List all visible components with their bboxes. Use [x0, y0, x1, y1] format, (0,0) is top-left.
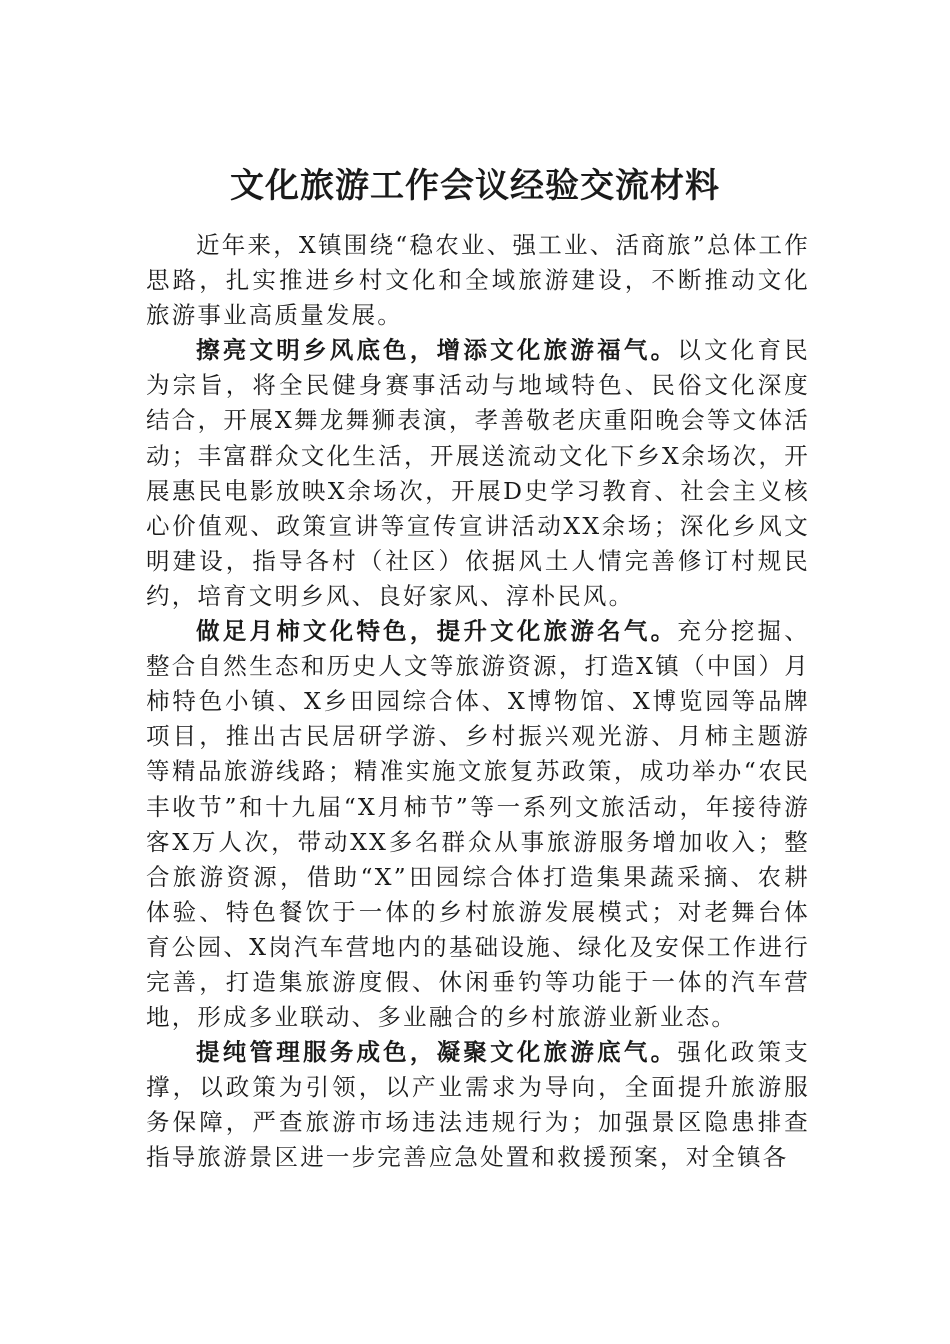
section-text-1: 以文化育民为宗旨，将全民健身赛事活动与地域特色、民俗文化深度结合，开展X舞龙舞狮表演，孝善敬老庆重阳晚会等文体活动；丰富群众文化生活，开展送流动文化下乡X余场次，开展惠民电影放映X余场次，开展D史学习教育、社会主义核心价值观、政策宣讲等宣传宣讲活动XX余场；深化乡风文明建设，指导各村（社区）依据风土人情完善修订村规民约，培育文明乡风、良好家风、淳朴民风。	[146, 336, 810, 610]
section-paragraph-2	[146, 614, 810, 1035]
section-paragraph-3	[146, 1035, 810, 1175]
section-paragraph-1	[146, 333, 810, 614]
section-heading-3: 提纯管理服务成色，凝聚文化旅游底气。	[196, 1038, 678, 1067]
section-heading-2: 做足月柿文化特色，提升文化旅游名气。	[196, 617, 678, 646]
section-text-2: 充分挖掘、整合自然生态和历史人文等旅游资源，打造X镇（中国）月柿特色小镇、X乡田园综合体、X博物馆、X博览园等品牌项目，推出古民居研学游、乡村振兴观光游、月柿主题游等精品旅游线路；精准实施文旅复苏政策，成功举办“农民丰收节”和十九届“X月柿节”等一系列文旅活动，年接待游客X万人次，带动XX多名群众从事旅游服务增加收入；整合旅游资源，借助“X”田园综合体打造集果蔬采摘、农耕体验、特色餐饮于一体的乡村旅游发展模式；对老舞台体育公园、X岗汽车营地内的基础设施、绿化及安保工作进行完善，打造集旅游度假、休闲垂钓等功能于一体的汽车营地，形成多业联动、多业融合的乡村旅游业新业态。	[146, 617, 810, 1032]
document-body	[146, 228, 810, 1176]
intro-paragraph: 近年来，X镇围绕“稳农业、强工业、活商旅”总体工作思路，扎实推进乡村文化和全域旅游建设，不断推动文化旅游事业高质量发展。	[146, 231, 810, 330]
section-text-3: 强化政策支撑，以政策为引领，以产业需求为导向，全面提升旅游服务保障，严查旅游市场违法违规行为；加强景区隐患排查指导旅游景区进一步完善应急处置和救援预案，对全镇各	[146, 1038, 810, 1172]
document-title: 文化旅游工作会议经验交流材料	[230, 166, 720, 206]
section-heading-1: 擦亮文明乡风底色，增添文化旅游福气。	[196, 336, 678, 365]
